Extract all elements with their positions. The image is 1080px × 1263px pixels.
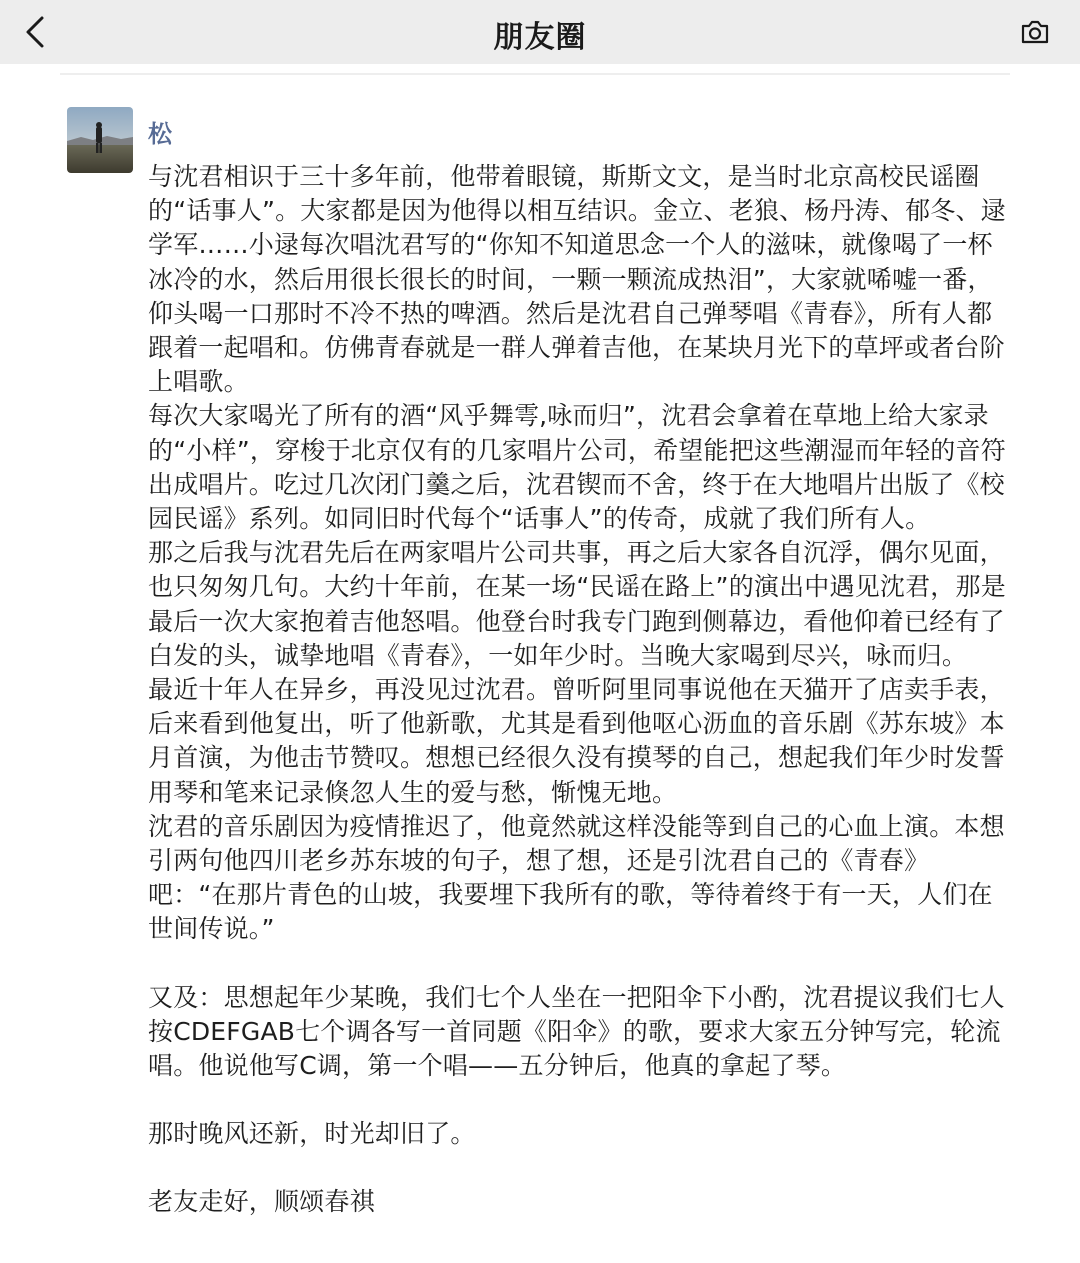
post-paragraph: 最近十年人在异乡，再没见过沈君。曾听阿里同事说他在天猫开了店卖手表，后来看到他复出，听了他新歌，尤其是看到他呕心沥血的音乐剧《苏东坡》本月首演，为他击节赞叹。想想已经很久没有摸琴的自己，想起我们年少时发誓用琴和笔来记录倏忽人生的爱与愁，惭愧无地。 [148,675,1005,807]
paragraph-spacer [148,1151,1010,1185]
page-title: 朋友圈 [493,20,587,55]
avatar-image [67,107,133,173]
camera-icon[interactable] [1020,18,1050,46]
post-paragraph: 与沈君相识于三十多年前，他带着眼镜，斯斯文文，是当时北京高校民谣圈的“话事人”。大家都是因为他得以相互结识。金立、老狼、杨丹涛、郁冬、逯学军……小逯每次唱沈君写的“你知不知道思念一个人的滋味，就像喝了一杯冰冷的水，然后用很长很长的时间，一颗一颗流成热泪”，大家就唏嘘一番，仰头喝一口那时不冷不热的啤酒。然后是沈君自己弹琴唱《青春》，所有人都跟着一起唱和。仿佛青春就是一群人弹着吉他，在某块月光下的草坪或者台阶上唱歌。 [148,162,1006,397]
paragraph-spacer [148,1083,1010,1117]
avatar[interactable] [67,107,133,173]
post-paragraph: 那之后我与沈君先后在两家唱片公司共事，再之后大家各自沉浮，偶尔见面，也只匆匆几句。大约十年前，在某一场“民谣在路上”的演出中遇见沈君，那是最后一次大家抱着吉他怒唱。他登台时我专门跑到侧幕边，看他仰着已经有了白发的头，诚挚地唱《青春》，一如年少时。当晚大家喝到尽兴，咏而归。 [148,538,1006,670]
navigation-bar [0,0,1080,64]
paragraph-spacer [148,947,1010,981]
post-paragraph: 沈君的音乐剧因为疫情推迟了，他竟然就这样没能等到自己的心血上演。本想引两句他四川老乡苏东坡的句子，想了想，还是引沈君自己的《青春》吧：“在那片青色的山坡，我要埋下我所有的歌，等待着终于有一天，人们在世间传说。” [148,811,1005,944]
post-paragraph: 又及：思想起年少某晚，我们七个人坐在一把阳伞下小酌，沈君提议我们七人按CDEFGAB七个调各写一首同题《阳伞》的歌，要求大家五分钟写完，轮流唱。他说他写C调，第一个唱——五分钟后，他真的拿起了琴。 [148,982,1005,1081]
post-paragraph: 每次大家喝光了所有的酒“风乎舞雩,咏而归”，沈君会拿着在草地上给大家录的“小样”，穿梭于北京仅有的几家唱片公司，希望能把这些潮湿而年轻的音符出成唱片。吃过几次闭门羹之后，沈君锲而不舍，终于在大地唱片出版了《校园民谣》系列。如同旧时代每个“话事人”的传奇，成就了我们所有人。 [148,401,1006,534]
post-text [148,160,1010,1220]
post-paragraph: 老友走好，顺颂春祺 [148,1187,375,1217]
divider [60,73,1010,75]
author-name[interactable]: 松 [148,120,172,148]
post-paragraph: 那时晚风还新，时光却旧了。 [148,1119,476,1149]
